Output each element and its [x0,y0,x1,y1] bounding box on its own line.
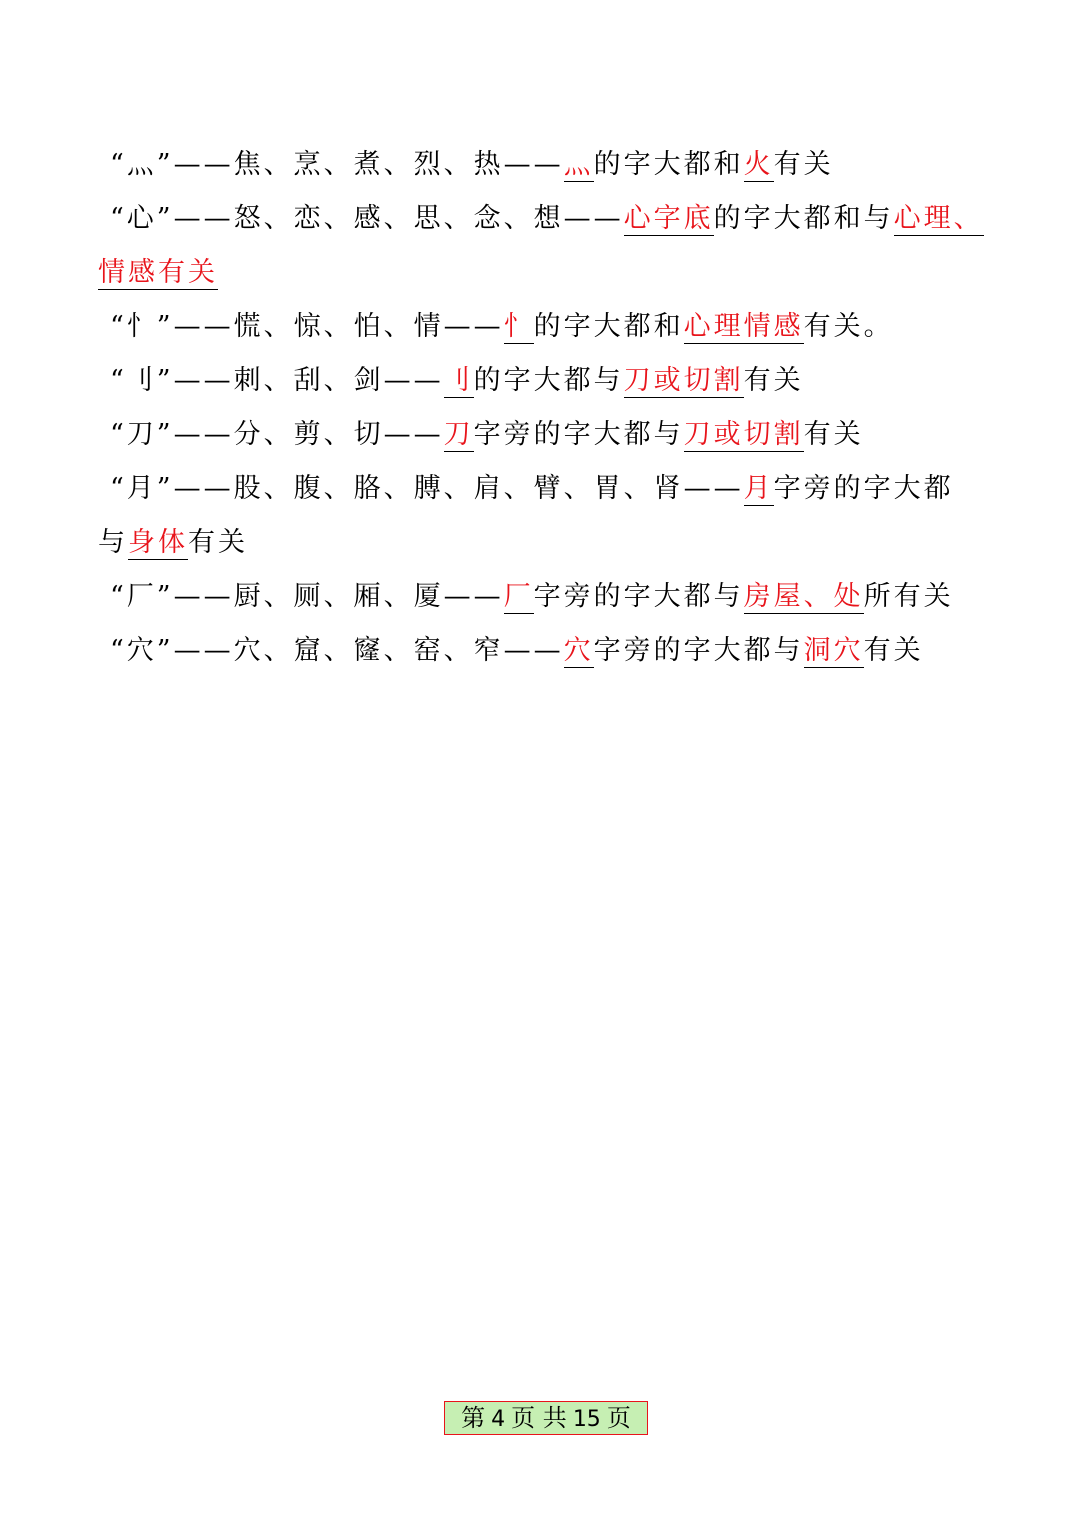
radical-line-dao [98,408,988,462]
answer-blank: 忄 [503,311,534,342]
explanation-text: 有关 [188,527,248,558]
footer-prefix: 第 [461,1404,486,1432]
example-chars: ——刺、刮、剑—— [173,365,444,396]
explanation-text: 有关 [773,149,834,180]
radical-line-yue [98,462,988,516]
explanation-text: 有关。 [803,311,894,342]
example-chars: ——股、腹、胳、膊、肩、臂、胃、肾—— [173,473,744,504]
example-chars: ——穴、窟、窿、窑、窄—— [173,635,564,666]
explanation-text: 的字大都和 [593,149,744,180]
radical-line-huo [98,138,988,192]
document-body [98,138,988,678]
explanation-text: 的字大都和与 [713,203,894,234]
radical-line-shuxin [98,300,988,354]
explanation-text: 有关 [803,419,864,450]
radical-label: “忄” [110,311,174,342]
explanation-text: 字旁的字大都与 [473,419,684,450]
radical-label: “心” [110,203,174,234]
footer-suffix: 页 [606,1404,631,1432]
example-chars: ——厨、厕、厢、厦—— [173,581,504,612]
answer-blank: 灬 [563,149,594,180]
explanation-text: 字旁的字大都与 [593,635,804,666]
explanation-text: 的字大都和 [533,311,684,342]
explanation-text: 所有关 [863,581,954,612]
radical-line-xin-continued [98,246,988,300]
example-chars: ——分、剪、切—— [173,419,444,450]
radical-line-xin [98,192,988,246]
radical-line-lidao [98,354,988,408]
answer-blank: 心理、 [893,203,984,234]
example-chars: ——慌、惊、怕、情—— [173,311,504,342]
answer-blank: 刀或切割 [623,365,744,396]
answer-blank: 月 [743,473,774,504]
radical-line-xue [98,624,988,678]
answer-blank: 心字底 [623,203,714,234]
current-page-number: 4 [491,1407,506,1432]
answer-blank: 情感有关 [98,257,218,288]
radical-label: “灬” [110,149,174,180]
answer-blank: 身体 [128,527,188,558]
example-chars: ——焦、烹、煮、烈、热—— [173,149,564,180]
radical-line-yue-continued [98,516,988,570]
answer-blank: 洞穴 [803,635,864,666]
answer-blank: 穴 [563,635,594,666]
answer-blank: 房屋、处 [743,581,864,612]
explanation-text: 与 [98,527,128,558]
page-number-footer [444,1401,648,1435]
example-chars: ——怒、恋、感、思、念、想—— [173,203,624,234]
total-page-count: 15 [572,1407,601,1432]
radical-label: “厂” [110,581,174,612]
answer-blank: 刂 [443,365,474,396]
radical-label: “穴” [110,635,174,666]
explanation-text: 有关 [743,365,804,396]
explanation-text: 有关 [863,635,924,666]
answer-blank: 火 [743,149,774,180]
explanation-text: 的字大都与 [473,365,624,396]
explanation-text: 字旁的字大都与 [533,581,744,612]
radical-label: “月” [110,473,174,504]
radical-line-chang [98,570,988,624]
explanation-text: 字旁的字大都 [773,473,954,504]
answer-blank: 刀或切割 [683,419,804,450]
footer-middle: 页 共 [511,1404,567,1432]
answer-blank: 刀 [443,419,474,450]
answer-blank: 心理情感 [683,311,804,342]
answer-blank: 厂 [503,581,534,612]
radical-label: “刀” [110,419,174,450]
radical-label: “刂” [110,365,174,396]
